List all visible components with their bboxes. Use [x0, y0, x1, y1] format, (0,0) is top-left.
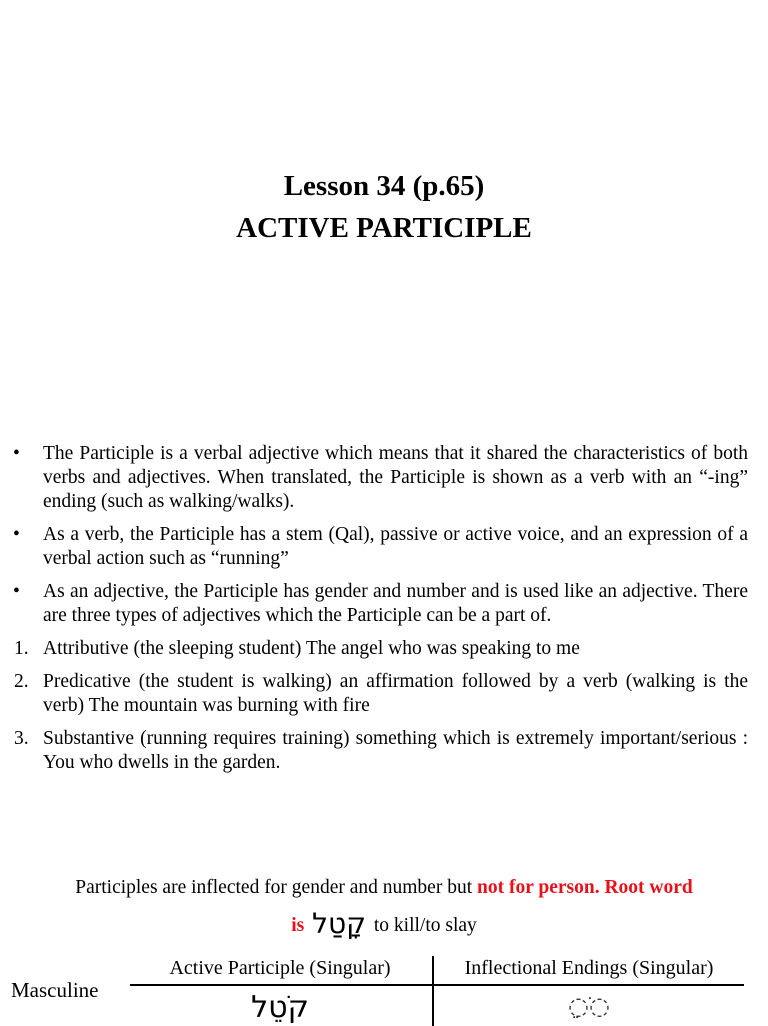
bullet-marker: • — [13, 581, 20, 602]
note-emphasis-is: is — [291, 915, 310, 936]
cell-inflectional-ending: ◌ֹ◌ֵ — [568, 992, 610, 1020]
numbered-text: Predicative (the student is walking) an affirmation followed by a verb (walking is the verb) The mountain was burning with fire — [43, 671, 748, 716]
row-label-masculine: Masculine — [11, 978, 99, 1002]
numbered-item — [0, 727, 768, 775]
cell-active-participle-form: קֹטֵל — [251, 990, 309, 1025]
bullet-item — [0, 442, 768, 514]
column-header-inflectional-endings: Inflectional Endings (Singular) — [464, 957, 714, 979]
number-marker: 3. — [14, 728, 29, 749]
numbered-item — [0, 670, 768, 718]
lesson-title: Lesson 34 (p.65) — [283, 170, 485, 202]
bullet-text: As a verb, the Participle has a stem (Qal), passive or active voice, and an expression of a verbal action such as “running” — [43, 524, 748, 569]
number-marker: 2. — [14, 671, 29, 692]
bullet-text: The Participle is a verbal adjective which means that it shared the characteristics of both verbs and adjectives. When translated, the Participle is shown as a verb with an “-ing” ending (such as walking/walks). — [43, 443, 748, 512]
inflection-note — [0, 876, 768, 900]
table-header-rule — [130, 984, 744, 986]
content-list — [0, 442, 768, 784]
bullet-item — [0, 580, 768, 628]
bullet-item — [0, 523, 768, 571]
bullet-marker: • — [13, 443, 20, 464]
note-text: Participles are inflected for gender and number but — [75, 877, 477, 898]
numbered-text: Substantive (running requires training) something which is extremely important/serious : You who dwells in the garden. — [43, 728, 748, 773]
bullet-marker: • — [13, 524, 20, 545]
root-meaning: to kill/to slay — [369, 915, 477, 936]
column-header-active-participle: Active Participle (Singular) — [169, 957, 391, 979]
hebrew-root-word: קָטַל — [312, 907, 367, 940]
bullet-text: As an adjective, the Participle has gender and number and is used like an adjective. There are three types of adjectives which the Participle can be a part of. — [43, 581, 748, 626]
lesson-subtitle: ACTIVE PARTICIPLE — [236, 212, 532, 244]
root-word-line — [0, 907, 768, 940]
numbered-item — [0, 637, 768, 661]
numbered-text: Attributive (the sleeping student) The angel who was speaking to me — [43, 638, 580, 659]
participle-table — [0, 952, 768, 1024]
note-emphasis: not for person. Root word — [477, 877, 693, 898]
number-marker: 1. — [14, 638, 29, 659]
